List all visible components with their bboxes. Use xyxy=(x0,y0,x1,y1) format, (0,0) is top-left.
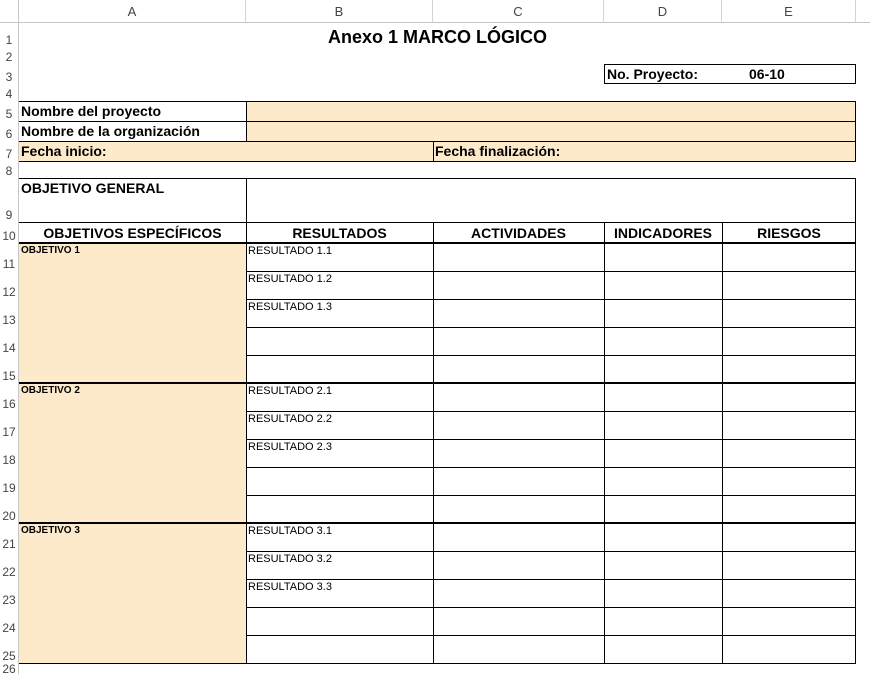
border xyxy=(604,222,605,663)
border xyxy=(246,551,856,552)
border xyxy=(855,101,856,161)
row-header[interactable]: 10 xyxy=(0,222,19,243)
border xyxy=(19,101,856,102)
organization-name-label: Nombre de la organización xyxy=(21,123,200,139)
column-header-c[interactable]: C xyxy=(433,0,604,23)
border xyxy=(246,271,856,272)
border xyxy=(722,222,723,663)
row-header[interactable]: 12 xyxy=(0,271,19,299)
result-cell[interactable]: RESULTADO 2.2 xyxy=(248,413,332,425)
project-number-label: No. Proyecto: xyxy=(607,66,699,82)
result-cell[interactable]: RESULTADO 3.3 xyxy=(248,581,332,593)
row-header[interactable]: 17 xyxy=(0,411,19,439)
row-header[interactable]: 9 xyxy=(0,178,19,222)
result-cell[interactable]: RESULTADO 3.2 xyxy=(248,553,332,565)
row-header[interactable]: 13 xyxy=(0,299,19,327)
border xyxy=(246,607,856,608)
header-riesgos: RIESGOS xyxy=(757,225,821,241)
row-header[interactable]: 6 xyxy=(0,121,19,141)
row-header[interactable]: 26 xyxy=(0,663,19,674)
border xyxy=(19,161,856,162)
row-header[interactable]: 7 xyxy=(0,141,19,161)
row-header[interactable]: 4 xyxy=(0,84,19,101)
row-header[interactable]: 3 xyxy=(0,64,19,84)
border xyxy=(246,579,856,580)
result-cell[interactable]: RESULTADO 1.3 xyxy=(248,301,332,313)
border xyxy=(19,242,856,244)
border xyxy=(246,178,247,663)
page-title: Anexo 1 MARCO LÓGICO xyxy=(327,27,547,47)
organization-name-input[interactable] xyxy=(246,121,856,141)
border xyxy=(246,299,856,300)
header-indicadores: INDICADORES xyxy=(613,225,712,241)
border xyxy=(246,411,856,412)
objective-cell[interactable]: OBJETIVO 3 xyxy=(19,523,246,663)
result-cell[interactable]: RESULTADO 2.3 xyxy=(248,441,332,453)
row-header[interactable]: 20 xyxy=(0,495,19,523)
result-cell[interactable]: RESULTADO 2.1 xyxy=(248,385,332,397)
column-header-f[interactable] xyxy=(856,0,870,23)
result-cell[interactable]: RESULTADO 1.2 xyxy=(248,273,332,285)
column-header-a[interactable]: A xyxy=(19,0,246,23)
result-cell[interactable]: RESULTADO 1.1 xyxy=(248,245,332,257)
border xyxy=(855,178,856,663)
row-header[interactable]: 24 xyxy=(0,607,19,635)
row-header[interactable]: 25 xyxy=(0,635,19,663)
project-number-value: 06-10 xyxy=(749,66,785,82)
objective-cell[interactable]: OBJETIVO 2 xyxy=(19,383,246,523)
row-header[interactable]: 21 xyxy=(0,523,19,551)
row-header[interactable]: 11 xyxy=(0,243,19,271)
select-all-corner[interactable] xyxy=(0,0,19,23)
row-header[interactable]: 23 xyxy=(0,579,19,607)
project-name-label: Nombre del proyecto xyxy=(21,103,162,119)
row-header[interactable]: 8 xyxy=(0,161,19,178)
border xyxy=(246,467,856,468)
row-header[interactable]: 15 xyxy=(0,355,19,383)
border xyxy=(433,141,434,161)
border xyxy=(246,635,856,636)
project-name-input[interactable] xyxy=(246,101,856,121)
border xyxy=(246,495,856,496)
border xyxy=(19,522,856,524)
column-header-e[interactable]: E xyxy=(722,0,856,23)
border xyxy=(19,141,856,142)
start-date-field[interactable]: Fecha inicio: xyxy=(19,141,433,161)
row-header[interactable]: 22 xyxy=(0,551,19,579)
row-header[interactable]: 18 xyxy=(0,439,19,467)
row-header[interactable]: 14 xyxy=(0,327,19,355)
row-header[interactable]: 1 xyxy=(0,23,19,47)
border xyxy=(246,327,856,328)
result-cell[interactable]: RESULTADO 3.1 xyxy=(248,525,332,537)
column-header-b[interactable]: B xyxy=(246,0,433,23)
header-resultados: RESULTADOS xyxy=(292,225,387,241)
border xyxy=(246,355,856,356)
border xyxy=(246,439,856,440)
row-header[interactable]: 16 xyxy=(0,383,19,411)
border xyxy=(433,222,434,663)
row-header[interactable]: 2 xyxy=(0,47,19,64)
border xyxy=(19,663,856,664)
row-header[interactable]: 19 xyxy=(0,467,19,495)
end-date-field[interactable]: Fecha finalización: xyxy=(433,141,856,161)
border xyxy=(246,101,247,141)
general-objective-label: OBJETIVO GENERAL xyxy=(21,180,165,196)
column-header-d[interactable]: D xyxy=(604,0,722,23)
header-objetivos: OBJETIVOS ESPECÍFICOS xyxy=(43,225,222,241)
border xyxy=(19,382,856,384)
border xyxy=(19,121,856,122)
header-actividades: ACTIVIDADES xyxy=(471,225,566,241)
general-objective-input[interactable] xyxy=(246,178,856,222)
objective-cell[interactable]: OBJETIVO 1 xyxy=(19,243,246,383)
border xyxy=(19,222,856,223)
project-number-box[interactable] xyxy=(604,64,856,84)
border xyxy=(19,178,856,179)
row-header[interactable]: 5 xyxy=(0,101,19,121)
